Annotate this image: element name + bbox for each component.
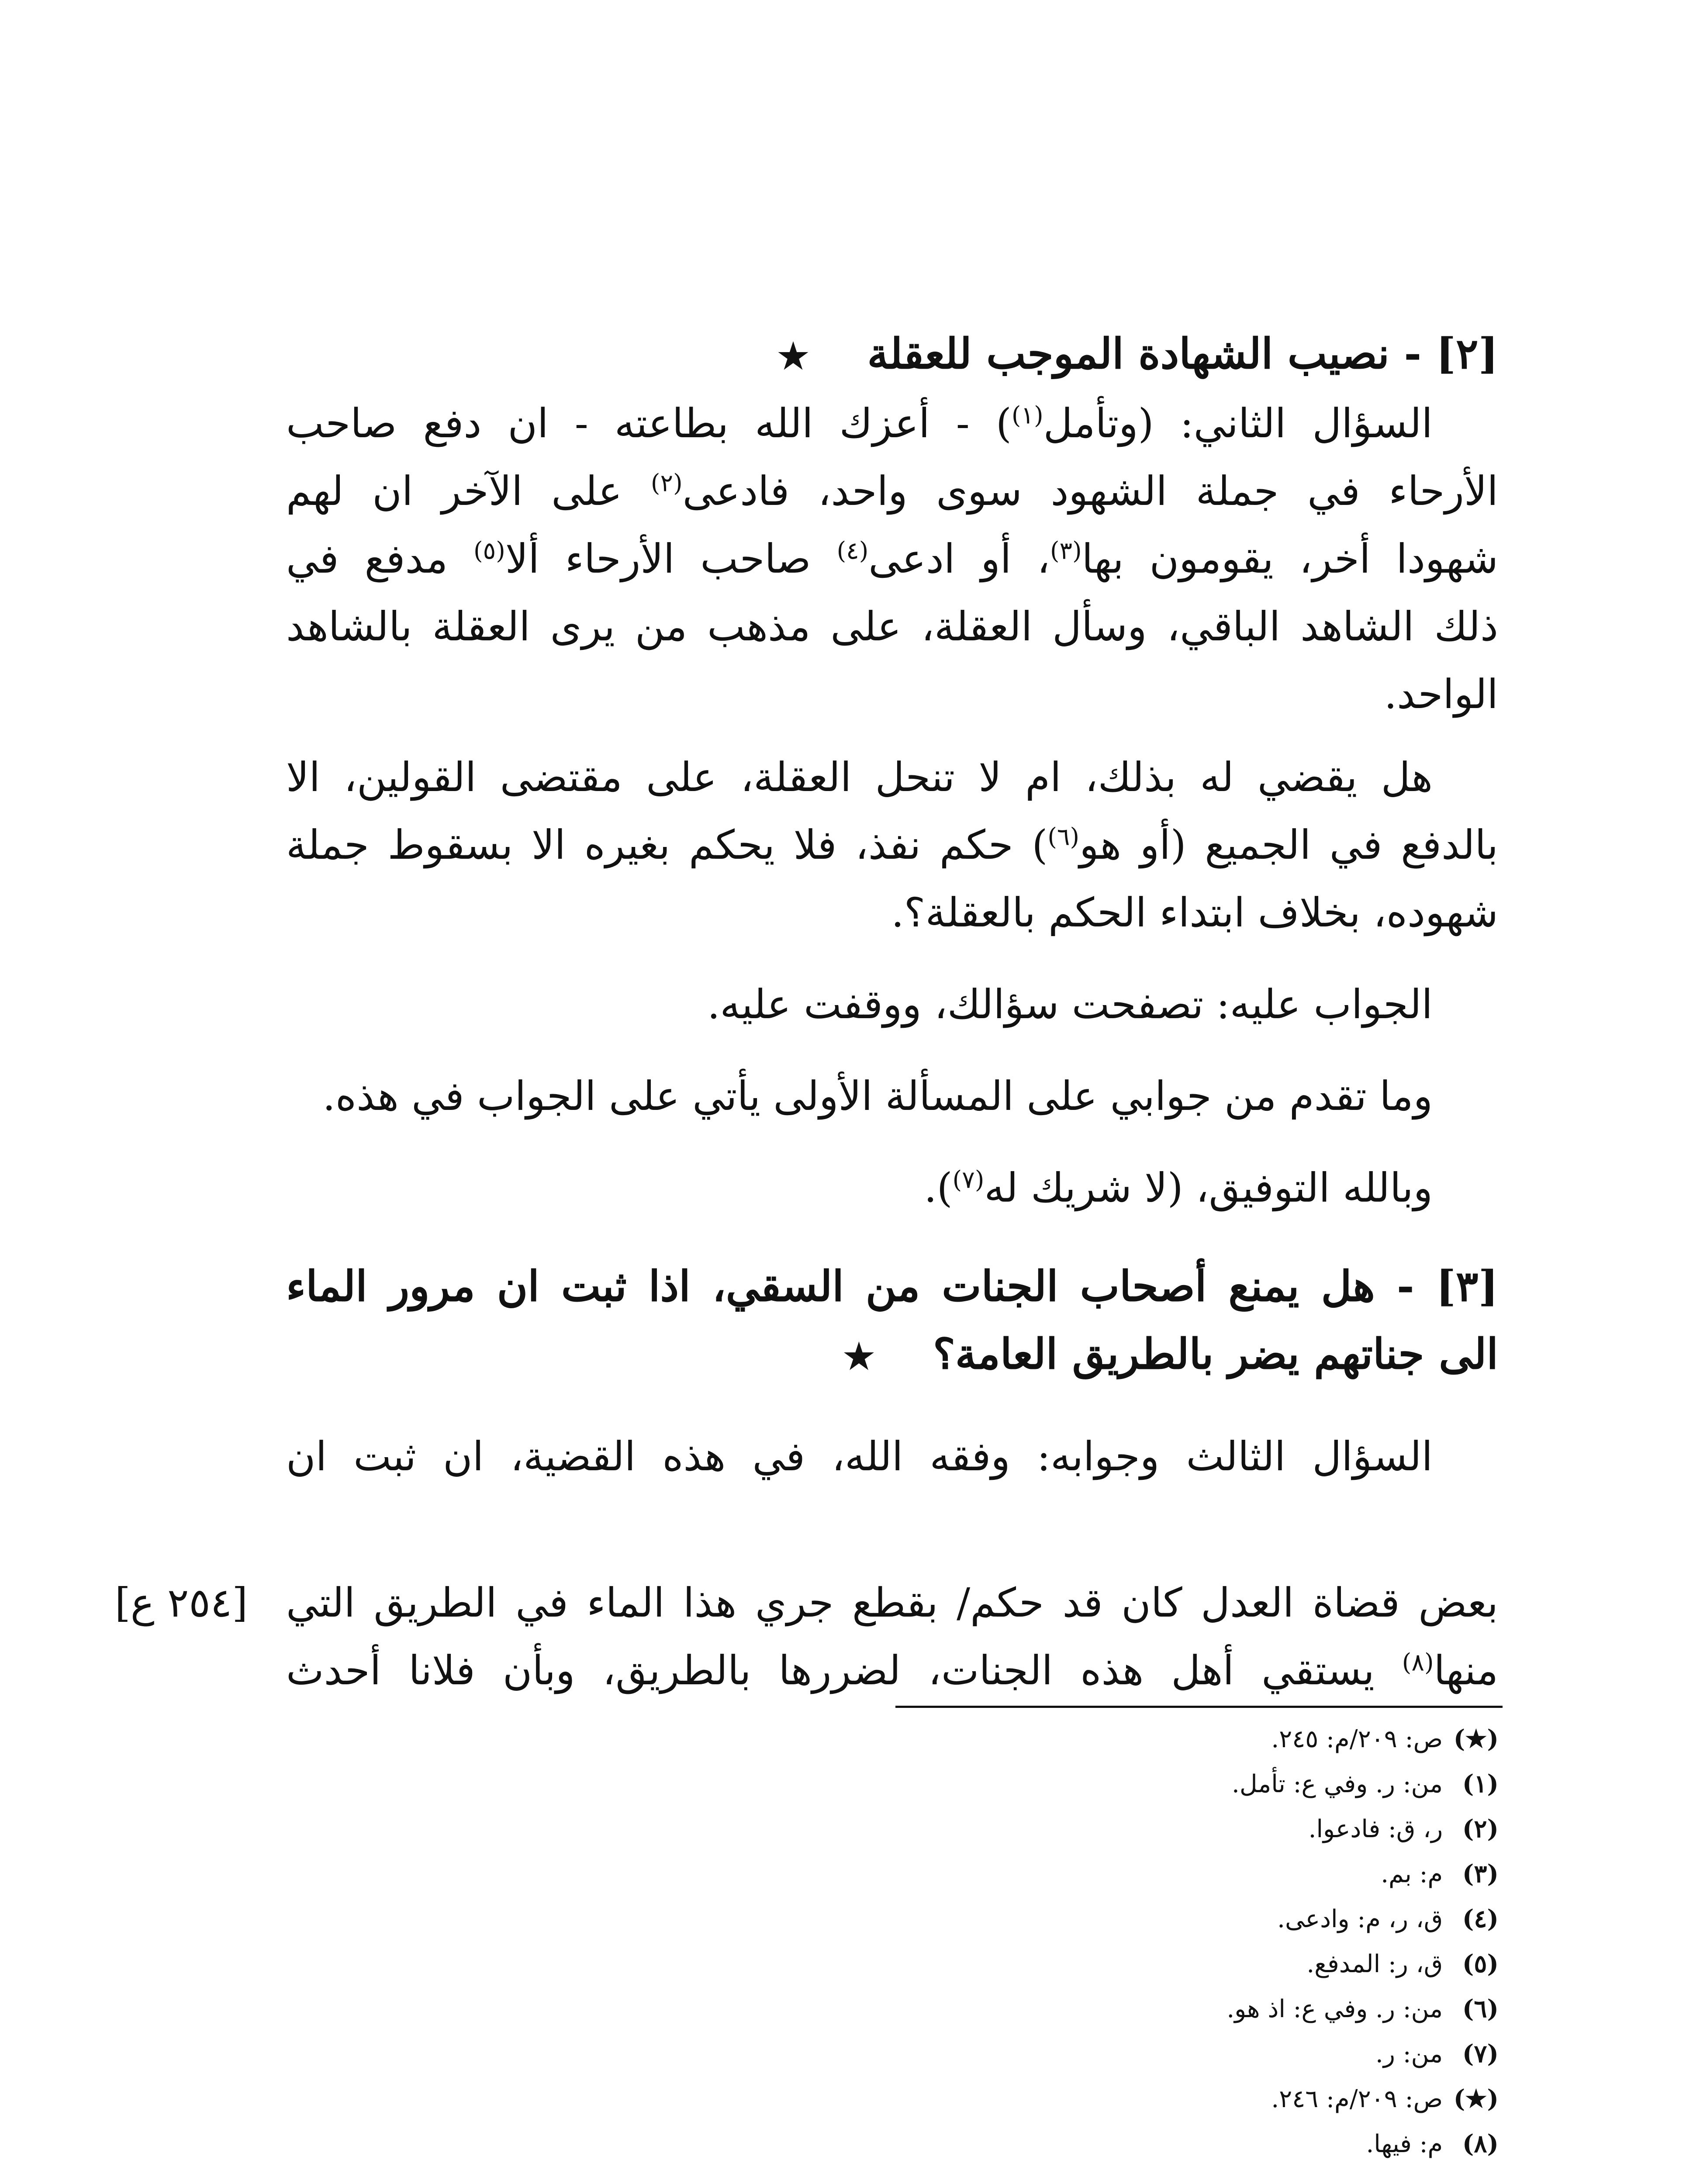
footnote: (٤) ق، ر، م: وادعى. [1277, 1904, 1499, 1933]
answer-line-3: وبالله التوفيق، (لا شريك له$^{(٧)}$). [924, 1165, 1433, 1211]
section-3-heading-line-2: الى جناتهم يضر بالطريق العامة؟ ★ [843, 1329, 1498, 1379]
star-icon: ★ [777, 335, 809, 377]
paragraph-3-line-1: السؤال الثالث وجوابه: وفقه الله، في هذه القضية، ان ثبت ان [286, 1433, 1433, 1480]
paragraph-2-line-2: بالدفع في الجميع (أو هو$^{(٦)}$) حكم نفذ، فلا يحكم بغيره الا بسقوط جملة [286, 822, 1498, 868]
section-2-title: - نصيب الشهادة الموجب للعقلة [867, 329, 1422, 378]
section-2-heading [286, 321, 1498, 387]
section-2-number: [٢] [1436, 329, 1498, 378]
footnote: (٢) ر، ق: فادعوا. [1308, 1814, 1499, 1843]
section-3-heading-line-1: [٣] - هل يمنع أصحاب الجنات من السقي، اذا ثبت ان مرور الماء [286, 1261, 1499, 1311]
paragraph-1-line-4: ذلك الشاهد الباقي، وسأل العقلة، على مذهب من يرى العقلة بالشاهد [286, 603, 1498, 650]
paragraph-1-line-3: شهودا أخر، يقومون بها$^{(٣)}$، أو ادعى$^{(٤)}$ صاحب الأرحاء ألا$^{(٥)}$ مدفع في [286, 536, 1498, 582]
footnote: (٣) م: بم. [1381, 1859, 1499, 1888]
paragraph-1-line-5: الواحد. [1384, 671, 1498, 718]
paragraph-3-line-3: منها$^{(٨)}$ يستقي أهل هذه الجنات، لضررها بالطريق، وبأن فلانا أحدث [286, 1647, 1498, 1694]
footnote: (٥) ق، ر: المدفع. [1306, 1949, 1499, 1978]
footnote: (★) ص: ٢٠٩/م: ٢٤٦. [1271, 2084, 1499, 2113]
paragraph-2-line-3: شهوده، بخلاف ابتداء الحكم بالعقلة؟. [891, 889, 1498, 936]
paragraph-1-line-2: الأرحاء في جملة الشهود سوى واحد، فادعى$^{(٢)}$ على الآخر ان لهم [286, 468, 1498, 515]
footnote: (١) من: ر. وفي ع: تأمل. [1232, 1769, 1499, 1798]
footnote-ref-6: (٦) [1047, 823, 1080, 851]
answer-line-1: الجواب عليه: تصفحت سؤالك، ووقفت عليه. [707, 981, 1433, 1028]
footnote-ref-7: (٧) [952, 1166, 985, 1194]
footnote-ref-8: (٨) [1402, 1648, 1434, 1677]
footnote: (٧) من: ر. [1375, 2039, 1499, 2068]
footnote: (٦) من: ر. وفي ع: اذ هو. [1227, 1994, 1499, 2023]
footnote: (★) ص: ٢٠٩/م: ٢٤٥. [1271, 1724, 1499, 1753]
footnote-ref-1: (١) [1011, 401, 1043, 430]
footnote-ref-4: (٤) [836, 537, 869, 565]
paragraph-1-line-1: السؤال الثاني: (وتأمل$^{(١)}$) - أعزك الله بطاعته - ان دفع صاحب [286, 400, 1433, 447]
footnote-ref-5: (٥) [473, 537, 505, 565]
paragraph-2-line-1: هل يقضي له بذلك، ام لا تنحل العقلة، على مقتضى القولين، الا [286, 754, 1433, 801]
answer-line-2: وما تقدم من جوابي على المسألة الأولى يأتي على الجواب في هذه. [322, 1073, 1433, 1120]
star-icon: ★ [843, 1336, 875, 1377]
footnote-ref-3: (٣) [1050, 537, 1082, 565]
footnote: (٨) م: فيها. [1366, 2129, 1499, 2158]
footnote-ref-2: (٢) [650, 469, 683, 498]
manuscript-folio-reference: [٢٥٤ ع] [114, 1579, 248, 1626]
section-3-number: [٣] [1436, 1261, 1499, 1311]
text-underline [895, 1706, 1503, 1708]
paragraph-3-line-2: بعض قضاة العدل كان قد حكم/ بقطع جري هذا الماء في الطريق التي [286, 1579, 1498, 1626]
